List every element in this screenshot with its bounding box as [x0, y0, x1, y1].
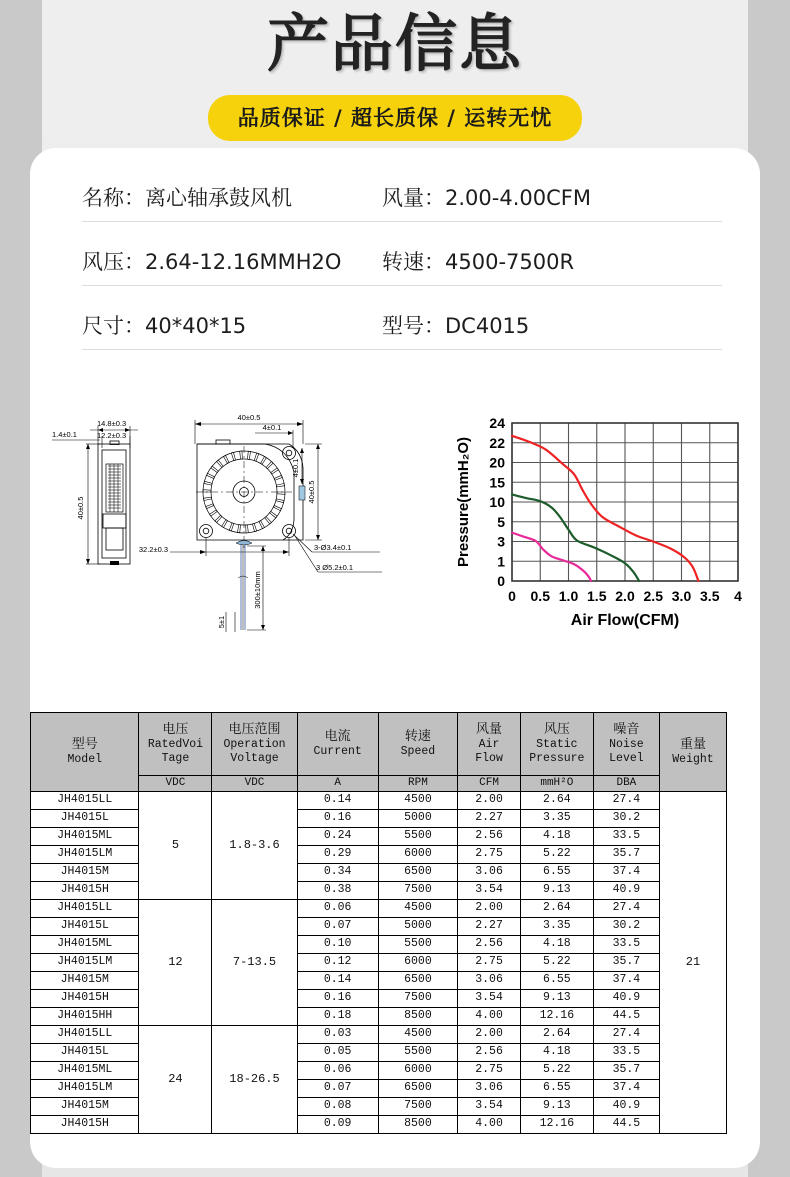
cell-current: 0.07: [297, 918, 378, 936]
cell-model: JH4015L: [31, 1044, 139, 1062]
cell-noise: 33.5: [593, 1044, 659, 1062]
th-voltage-en1: RatedVoi: [147, 737, 204, 751]
dim-top-hole-side: 4±0.1: [291, 458, 300, 478]
cell-noise: 40.9: [593, 990, 659, 1008]
cell-current: 0.16: [297, 810, 378, 828]
th-noise-en1: Noise: [609, 737, 644, 751]
cell-model: JH4015LM: [31, 1080, 139, 1098]
cell-airflow: 2.27: [458, 918, 521, 936]
cell-airflow: 4.00: [458, 1116, 521, 1134]
cell-speed: 5500: [378, 936, 458, 954]
table-row: [31, 846, 727, 864]
th-current: [297, 713, 378, 776]
spec-value: 离心轴承鼓风机: [145, 186, 292, 210]
cell-model: JH4015LL: [31, 1026, 139, 1044]
cell-noise: 27.4: [593, 900, 659, 918]
cell-noise: 27.4: [593, 1026, 659, 1044]
page-title: 产品信息: [266, 7, 523, 80]
cell-current: 0.09: [297, 1116, 378, 1134]
cell-model: JH4015L: [31, 918, 139, 936]
th-pressure-en1: Static: [536, 737, 578, 751]
table-row: [31, 1026, 727, 1044]
cell-speed: 6500: [378, 1080, 458, 1098]
cell-voltage: 24: [139, 1026, 212, 1134]
y-tick-label: 3: [497, 533, 505, 550]
th-voltage-en2: Tage: [161, 752, 190, 766]
cell-pressure: 6.55: [520, 972, 593, 990]
cell-model: JH4015M: [31, 1098, 139, 1116]
cell-pressure: 2.64: [520, 1026, 593, 1044]
cell-speed: 7500: [378, 882, 458, 900]
cell-speed: 8500: [378, 1008, 458, 1026]
table-header-row: [31, 713, 727, 776]
cell-current: 0.03: [297, 1026, 378, 1044]
cell-noise: 40.9: [593, 882, 659, 900]
cell-model: JH4015H: [31, 882, 139, 900]
cell-model: JH4015H: [31, 990, 139, 1008]
unit-speed: RPM: [378, 776, 458, 792]
spec-model: [382, 310, 712, 349]
th-airflow-en2: Flow: [475, 752, 503, 766]
cell-speed: 5500: [378, 828, 458, 846]
x-tick-label: 2.5: [643, 588, 663, 604]
dim-base-width: 32.2±0.3: [138, 545, 168, 554]
table-row: [31, 1080, 727, 1098]
spec-size: [82, 310, 382, 349]
cell-speed: 6500: [378, 864, 458, 882]
table-row: [31, 1062, 727, 1080]
unit-range: VDC: [212, 776, 297, 792]
th-voltage: [139, 713, 212, 776]
spec-airflow: [382, 182, 712, 221]
cell-speed: 5000: [378, 918, 458, 936]
th-airflow-cn: 风量: [476, 721, 503, 737]
chart-curve-low-speed: [512, 533, 591, 581]
cell-airflow: 2.00: [458, 1026, 521, 1044]
spec-value: 2.00-4.00CFM: [445, 186, 591, 210]
spec-value: 2.64-12.16MMH2O: [145, 250, 342, 274]
table-row: [31, 954, 727, 972]
spec-value: 40*40*15: [145, 314, 247, 338]
cell-model: JH4015ML: [31, 828, 139, 846]
cell-current: 0.34: [297, 864, 378, 882]
cell-pressure: 9.13: [520, 1098, 593, 1116]
cell-airflow: 2.00: [458, 792, 521, 810]
th-model-cn: 型号: [71, 736, 98, 752]
cell-pressure: 2.64: [520, 900, 593, 918]
dim-top-hole-offset: 4±0.1: [262, 423, 282, 432]
cell-current: 0.12: [297, 954, 378, 972]
y-tick-label: 0: [497, 573, 505, 589]
cell-current: 0.06: [297, 1062, 378, 1080]
cell-noise: 30.2: [593, 810, 659, 828]
table-row: [31, 810, 727, 828]
spec-speed: [382, 246, 712, 285]
cell-airflow: 3.06: [458, 972, 521, 990]
cell-speed: 5000: [378, 810, 458, 828]
y-tick-label: 5: [497, 513, 505, 530]
cell-speed: 4500: [378, 1026, 458, 1044]
cell-airflow: 4.00: [458, 1008, 521, 1026]
y-tick-label: 1: [497, 553, 505, 570]
table-row: [31, 882, 727, 900]
quality-badge: 品质保证 / 超长质保 / 运转无忧: [208, 95, 583, 141]
x-tick-label: 1.5: [587, 588, 607, 604]
y-tick-label: 24: [489, 415, 505, 431]
cell-model: JH4015LL: [31, 900, 139, 918]
cell-voltage: 5: [139, 792, 212, 900]
product-card: [30, 148, 760, 1168]
cell-current: 0.06: [297, 900, 378, 918]
cell-airflow: 2.00: [458, 900, 521, 918]
cell-weight: 21: [659, 792, 726, 1134]
cell-pressure: 5.22: [520, 1062, 593, 1080]
cell-noise: 33.5: [593, 828, 659, 846]
cell-pressure: 5.22: [520, 846, 593, 864]
cell-airflow: 3.06: [458, 1080, 521, 1098]
spec-label: 尺寸：: [82, 314, 145, 338]
th-model: [31, 713, 139, 792]
dim-top-width: 40±0.5: [237, 413, 261, 422]
th-model-en: Model: [67, 752, 102, 766]
table-row: [31, 990, 727, 1008]
th-speed-cn: 转速: [404, 728, 431, 744]
performance-chart: [450, 405, 750, 655]
cell-noise: 35.7: [593, 954, 659, 972]
spec-label: 名称：: [82, 186, 145, 210]
x-tick-label: 3.0: [671, 588, 692, 604]
cell-airflow: 2.75: [458, 954, 521, 972]
y-axis-label: Pressure(mmH₂O): [455, 436, 472, 568]
cell-voltage-range: 7-13.5: [212, 900, 297, 1026]
cell-pressure: 4.18: [520, 936, 593, 954]
spec-label: 风压：: [82, 250, 145, 274]
cell-noise: 35.7: [593, 1062, 659, 1080]
spec-value: DC4015: [445, 314, 530, 338]
badge-container: [0, 95, 790, 141]
th-weight-cn: 重量: [679, 736, 706, 752]
x-tick-label: 0: [508, 588, 516, 604]
cell-pressure: 2.64: [520, 792, 593, 810]
cell-pressure: 12.16: [520, 1008, 593, 1026]
cell-pressure: 6.55: [520, 864, 593, 882]
y-tick-label: 20: [489, 454, 505, 471]
cell-voltage: 12: [139, 900, 212, 1026]
cell-pressure: 12.16: [520, 1116, 593, 1134]
cell-airflow: 3.54: [458, 990, 521, 1008]
table-row: [31, 900, 727, 918]
cell-pressure: 4.18: [520, 1044, 593, 1062]
table-row: [31, 1098, 727, 1116]
hole-note-1: 3-Ø3.4±0.1: [314, 543, 352, 552]
cell-speed: 4500: [378, 792, 458, 810]
cell-pressure: 3.35: [520, 918, 593, 936]
x-tick-label: 4: [734, 588, 742, 604]
spec-label: 转速：: [382, 250, 445, 274]
table-row: [31, 1008, 727, 1026]
x-tick-label: 1.0: [558, 588, 579, 604]
cell-pressure: 6.55: [520, 1080, 593, 1098]
cell-airflow: 3.54: [458, 1098, 521, 1116]
y-tick-label: 22: [489, 434, 505, 451]
cell-noise: 27.4: [593, 792, 659, 810]
cell-speed: 6000: [378, 846, 458, 864]
th-pressure: [520, 713, 593, 776]
dim-side-left: 1.4±0.1: [52, 430, 77, 439]
th-voltage-range: [212, 713, 297, 776]
cell-airflow: 2.27: [458, 810, 521, 828]
cell-airflow: 2.75: [458, 846, 521, 864]
cell-noise: 35.7: [593, 846, 659, 864]
th-speed: [378, 713, 458, 776]
cell-airflow: 2.56: [458, 828, 521, 846]
unit-noise: DBA: [593, 776, 659, 792]
cell-speed: 6000: [378, 1062, 458, 1080]
th-pressure-en2: Pressure: [529, 752, 585, 766]
cell-speed: 7500: [378, 990, 458, 1008]
cell-speed: 6000: [378, 954, 458, 972]
cell-current: 0.10: [297, 936, 378, 954]
table-body: [31, 792, 727, 1134]
cell-speed: 7500: [378, 1098, 458, 1116]
spec-row: [82, 158, 722, 222]
cell-current: 0.29: [297, 846, 378, 864]
chart-curve-medium-speed: [512, 494, 639, 581]
spec-value: 4500-7500R: [445, 250, 575, 274]
th-weight-en: Weight: [672, 752, 714, 766]
cell-speed: 8500: [378, 1116, 458, 1134]
cell-model: JH4015ML: [31, 1062, 139, 1080]
spec-row: [82, 222, 722, 286]
th-weight: [659, 713, 726, 792]
dim-side-height: 40±0.5: [76, 496, 85, 520]
cell-model: JH4015LM: [31, 846, 139, 864]
cell-noise: 37.4: [593, 972, 659, 990]
th-airflow-en1: Air: [478, 737, 500, 751]
spec-row: [82, 286, 722, 350]
th-range-en1: Operation: [223, 737, 286, 751]
cell-airflow: 2.75: [458, 1062, 521, 1080]
th-current-en: Current: [313, 744, 362, 758]
th-airflow: [458, 713, 521, 776]
unit-voltage: VDC: [139, 776, 212, 792]
x-axis-label: Air Flow(CFM): [570, 612, 680, 629]
unit-current: A: [297, 776, 378, 792]
th-current-cn: 电流: [324, 728, 351, 744]
cell-model: JH4015LM: [31, 954, 139, 972]
th-range-en2: Voltage: [230, 752, 279, 766]
cell-model: JH4015M: [31, 972, 139, 990]
table-row: [31, 936, 727, 954]
cell-model: JH4015L: [31, 810, 139, 828]
cell-airflow: 2.56: [458, 1044, 521, 1062]
cell-speed: 4500: [378, 900, 458, 918]
cell-speed: 6500: [378, 972, 458, 990]
th-noise: [593, 713, 659, 776]
th-noise-cn: 噪音: [613, 721, 640, 737]
spec-label: 型号：: [382, 314, 445, 338]
cell-current: 0.07: [297, 1080, 378, 1098]
specification-table: [30, 712, 727, 1134]
dim-side-total: 14.8±0.3: [97, 419, 127, 428]
table-row: [31, 918, 727, 936]
cell-pressure: 5.22: [520, 954, 593, 972]
cell-airflow: 2.56: [458, 936, 521, 954]
spec-name: [82, 182, 382, 221]
cell-airflow: 3.06: [458, 864, 521, 882]
spec-table-wrap: [30, 712, 727, 1134]
spec-pressure: [82, 246, 382, 285]
th-range-cn: 电压范围: [228, 721, 281, 737]
cell-voltage-range: 18-26.5: [212, 1026, 297, 1134]
cell-model: JH4015H: [31, 1116, 139, 1134]
th-voltage-cn: 电压: [162, 721, 189, 737]
table-row: [31, 828, 727, 846]
y-tick-label: 10: [489, 494, 505, 510]
x-tick-label: 3.5: [700, 588, 720, 604]
cell-noise: 44.5: [593, 1116, 659, 1134]
cell-pressure: 9.13: [520, 882, 593, 900]
hole-note-2: 3 Ø5.2±0.1: [316, 563, 354, 572]
cell-voltage-range: 1.8-3.6: [212, 792, 297, 900]
unit-airflow: CFM: [458, 776, 521, 792]
dim-lead-strip: 5±1: [217, 615, 226, 629]
cell-noise: 37.4: [593, 864, 659, 882]
cell-current: 0.38: [297, 882, 378, 900]
cell-model: JH4015M: [31, 864, 139, 882]
th-pressure-cn: 风压: [543, 721, 570, 737]
cell-model: JH4015LL: [31, 792, 139, 810]
y-tick-label: 15: [489, 474, 505, 491]
cell-current: 0.18: [297, 1008, 378, 1026]
dim-lead-length: 300±10mm: [253, 571, 262, 609]
cell-current: 0.08: [297, 1098, 378, 1116]
table-row: [31, 972, 727, 990]
cell-current: 0.14: [297, 792, 378, 810]
cell-current: 0.16: [297, 990, 378, 1008]
cell-noise: 33.5: [593, 936, 659, 954]
cell-pressure: 4.18: [520, 828, 593, 846]
th-noise-en2: Level: [609, 752, 644, 766]
cell-pressure: 9.13: [520, 990, 593, 1008]
dim-side-inner: 12.2±0.3: [97, 431, 127, 440]
cell-noise: 30.2: [593, 918, 659, 936]
cell-model: JH4015ML: [31, 936, 139, 954]
x-tick-label: 0.5: [530, 588, 550, 604]
cell-current: 0.24: [297, 828, 378, 846]
cell-noise: 40.9: [593, 1098, 659, 1116]
spec-label: 风量：: [382, 186, 445, 210]
table-row: [31, 1044, 727, 1062]
cell-model: JH4015HH: [31, 1008, 139, 1026]
cell-noise: 44.5: [593, 1008, 659, 1026]
cell-airflow: 3.54: [458, 882, 521, 900]
spec-list: [82, 158, 722, 350]
x-tick-label: 2.0: [615, 588, 635, 604]
cell-current: 0.05: [297, 1044, 378, 1062]
cell-noise: 37.4: [593, 1080, 659, 1098]
unit-pressure: mmH²O: [520, 776, 593, 792]
table-row: [31, 1116, 727, 1134]
th-speed-en: Speed: [400, 744, 436, 758]
cell-current: 0.14: [297, 972, 378, 990]
cell-speed: 5500: [378, 1044, 458, 1062]
cell-pressure: 3.35: [520, 810, 593, 828]
drawing-chart-band: [30, 400, 760, 665]
technical-drawing: [50, 400, 460, 665]
table-row: [31, 792, 727, 810]
dim-top-height: 40±0.5: [307, 480, 316, 504]
table-row: [31, 864, 727, 882]
